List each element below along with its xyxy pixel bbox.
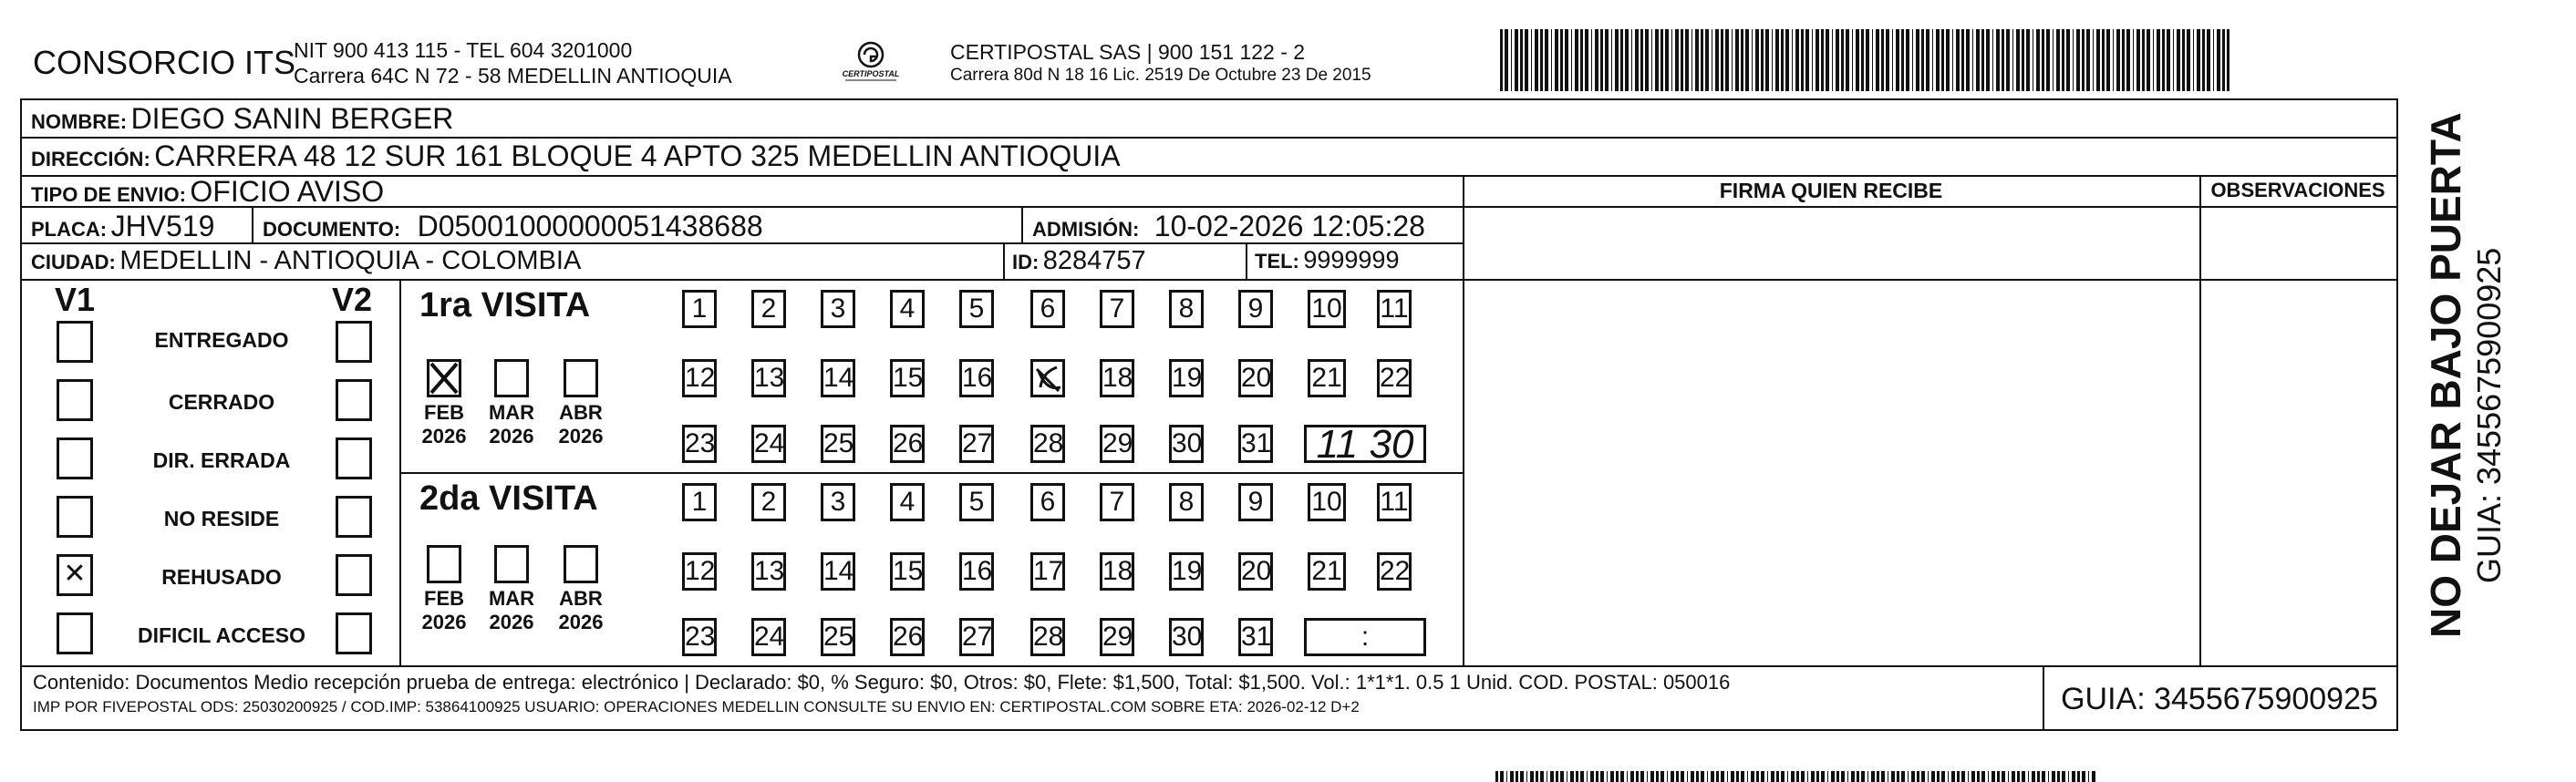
first-visit-day-19[interactable]: 19 — [1169, 359, 1204, 397]
first-visit-day-29[interactable]: 29 — [1100, 425, 1134, 463]
footer-imp: IMP POR FIVEPOSTAL ODS: 25030200925 / COD.IMP: 53864100925 USUARIO: OPERACIONES MEDELLIN CONSULTE SU ENVIO EN: CERTIPOSTAL.COM SOBRE ETA: 2026-02-12 D+2 — [33, 698, 1360, 715]
observaciones-header: OBSERVACIONES — [2210, 179, 2385, 201]
first-visit-month-label: ABR — [559, 401, 603, 424]
second-visit-year-label: 2026 — [558, 611, 604, 633]
first-visit-day-18[interactable]: 18 — [1100, 359, 1134, 397]
second-visit-day-11[interactable]: 11 — [1377, 483, 1412, 521]
second-visit-day-23[interactable]: 23 — [682, 618, 717, 656]
first-visit-day-20[interactable]: 20 — [1238, 359, 1273, 397]
status-label: NO RESIDE — [163, 507, 280, 530]
second-visit-day-13[interactable]: 13 — [751, 552, 786, 591]
second-visit-day-26[interactable]: 26 — [890, 618, 925, 656]
status-label: DIFICIL ACCESO — [137, 623, 305, 647]
v2-checkbox[interactable] — [336, 554, 372, 596]
v2-checkbox[interactable] — [336, 612, 372, 654]
company-nit: NIT 900 413 115 - TEL 604 3201000 — [294, 38, 633, 62]
first-visit-day-6[interactable]: 6 — [1030, 290, 1065, 328]
footer-contenido: Contenido: Documentos Medio recepción prueba de entrega: electrónico | Declarado: $0, % Seguro: $0, Otros: $0, Flete: $1,500, Total: $1,500. Vol.: 1*1*1. 0.5 1 Unid. COD. POSTAL: 050016 — [33, 671, 1731, 694]
first-visit-year-label: 2026 — [489, 425, 534, 448]
first-visit-title: 1ra VISITA — [419, 286, 591, 324]
admision-row — [1032, 210, 1425, 243]
first-visit-year-label: 2026 — [421, 425, 467, 448]
second-visit-day-7[interactable]: 7 — [1100, 483, 1134, 521]
second-visit-day-14[interactable]: 14 — [821, 552, 855, 591]
first-visit-month-checkbox-abr[interactable] — [564, 359, 598, 397]
second-visit-day-19[interactable]: 19 — [1169, 552, 1204, 591]
first-visit-day-26[interactable]: 26 — [890, 425, 925, 463]
second-visit-day-10[interactable]: 10 — [1308, 483, 1346, 521]
second-visit-day-31[interactable]: 31 — [1238, 618, 1273, 656]
first-visit-day-1[interactable]: 1 — [682, 290, 717, 328]
second-visit-day-30[interactable]: 30 — [1169, 618, 1204, 656]
placa-label: PLACA: — [31, 218, 108, 241]
second-visit-time-field[interactable]: : — [1304, 618, 1426, 656]
v2-header: V2 — [332, 281, 373, 318]
status-label: REHUSADO — [161, 565, 282, 589]
carrier-name: CERTIPOSTAL SAS | 900 151 122 - 2 — [950, 40, 1306, 64]
first-visit-day-4[interactable]: 4 — [890, 290, 925, 328]
second-visit-day-1[interactable]: 1 — [682, 483, 717, 521]
first-visit-day-10[interactable]: 10 — [1308, 290, 1346, 328]
second-visit-day-24[interactable]: 24 — [751, 618, 786, 656]
second-visit-day-15[interactable]: 15 — [890, 552, 925, 591]
second-visit-day-8[interactable]: 8 — [1169, 483, 1204, 521]
first-visit-month-label: FEB — [424, 401, 464, 424]
first-visit-time-field[interactable]: 11 30 — [1304, 425, 1426, 463]
first-visit-month-label: MAR — [488, 401, 535, 424]
barcode — [1500, 29, 2229, 91]
carrier-address: Carrera 80d N 18 16 Lic. 2519 De Octubre 23 De 2015 — [950, 66, 1371, 85]
logo-text: CERTIPOSTAL — [842, 69, 900, 78]
v2-checkbox[interactable] — [336, 437, 372, 479]
first-visit-day-11[interactable]: 11 — [1377, 290, 1412, 328]
first-visit-day-12[interactable]: 12 — [682, 359, 717, 397]
side-guia-text: GUIA: 3455675900925 — [2470, 247, 2508, 583]
first-visit-day-15[interactable]: 15 — [890, 359, 925, 397]
bottom-barcode-edge — [1495, 771, 2097, 782]
second-visit-day-22[interactable]: 22 — [1377, 552, 1412, 591]
side-main-text: NO DEJAR BAJO PUERTA — [2422, 112, 2469, 638]
nombre-value: DIEGO SANIN BERGER — [130, 102, 454, 135]
second-visit-day-20[interactable]: 20 — [1238, 552, 1273, 591]
documento-label: DOCUMENTO: — [263, 218, 401, 241]
documento-value: D05001000000051438688 — [417, 210, 763, 242]
first-visit-day-24[interactable]: 24 — [751, 425, 786, 463]
first-visit-day-30[interactable]: 30 — [1169, 425, 1204, 463]
firma-header: FIRMA QUIEN RECIBE — [1719, 179, 1943, 202]
first-visit-day-2[interactable]: 2 — [751, 290, 786, 328]
first-visit-day-5[interactable]: 5 — [959, 290, 994, 328]
v2-checkbox[interactable] — [336, 379, 372, 421]
v2-checkbox[interactable] — [336, 321, 372, 363]
status-label: ENTREGADO — [154, 328, 289, 352]
ciudad-label: CIUDAD: — [31, 251, 116, 273]
ciudad-value: MEDELLIN - ANTIOQUIA - COLOMBIA — [119, 246, 582, 275]
id-label: ID: — [1012, 251, 1040, 273]
second-visit-day-27[interactable]: 27 — [959, 618, 994, 656]
first-visit-day-16[interactable]: 16 — [959, 359, 994, 397]
tel-label: TEL: — [1255, 250, 1299, 273]
first-visit-day-13[interactable]: 13 — [751, 359, 786, 397]
v1-checkbox[interactable] — [57, 612, 93, 654]
id-row — [1012, 246, 1146, 276]
direccion-value: CARRERA 48 12 SUR 161 BLOQUE 4 APTO 325 MEDELLIN ANTIOQUIA — [154, 139, 1121, 172]
v2-checkbox[interactable] — [336, 496, 372, 538]
second-visit-month-label: ABR — [559, 587, 603, 610]
second-visit-day-21[interactable]: 21 — [1308, 552, 1346, 591]
second-visit-month-checkbox-mar[interactable] — [494, 545, 529, 583]
first-visit-month-checkbox-mar[interactable] — [494, 359, 529, 397]
direccion-row — [31, 139, 1121, 173]
first-visit-day-14[interactable]: 14 — [821, 359, 855, 397]
v1-checkbox[interactable] — [57, 321, 93, 363]
id-value: 8284757 — [1042, 246, 1146, 275]
status-label: DIR. ERRADA — [152, 448, 291, 472]
admision-label: ADMISIÓN: — [1032, 218, 1140, 241]
placa-row — [31, 210, 214, 243]
first-visit-day-3[interactable]: 3 — [821, 290, 855, 328]
v1-header: V1 — [55, 281, 96, 318]
second-visit-year-label: 2026 — [421, 611, 467, 633]
tipo-value: OFICIO AVISO — [190, 175, 385, 208]
first-visit-day-22[interactable]: 22 — [1377, 359, 1412, 397]
first-visit-day-28[interactable]: 28 — [1030, 425, 1065, 463]
first-visit-day-7[interactable]: 7 — [1100, 290, 1134, 328]
certipostal-logo — [834, 36, 907, 89]
second-visit-day-9[interactable]: 9 — [1238, 483, 1273, 521]
placa-value: JHV519 — [110, 210, 215, 242]
first-visit-day-27[interactable]: 27 — [959, 425, 994, 463]
second-visit-day-25[interactable]: 25 — [821, 618, 855, 656]
first-visit-day-21[interactable]: 21 — [1308, 359, 1346, 397]
nombre-label: NOMBRE: — [31, 110, 128, 133]
tel-value: 9999999 — [1303, 246, 1400, 273]
second-visit-day-4[interactable]: 4 — [890, 483, 925, 521]
first-visit-day-23[interactable]: 23 — [682, 425, 717, 463]
documento-row — [263, 210, 763, 243]
v1-checkbox[interactable] — [57, 496, 93, 538]
second-visit-day-16[interactable]: 16 — [959, 552, 994, 591]
company-name: CONSORCIO ITS — [33, 44, 296, 81]
first-visit-day-8[interactable]: 8 — [1169, 290, 1204, 328]
direccion-label: DIRECCIÓN: — [31, 148, 150, 170]
second-visit-day-6[interactable]: 6 — [1030, 483, 1065, 521]
second-visit-day-18[interactable]: 18 — [1100, 552, 1134, 591]
admision-value: 10-02-2026 12:05:28 — [1154, 210, 1425, 242]
second-visit-year-label: 2026 — [489, 611, 534, 633]
second-visit-day-3[interactable]: 3 — [821, 483, 855, 521]
first-visit-day-31[interactable]: 31 — [1238, 425, 1273, 463]
second-visit-title: 2da VISITA — [419, 479, 598, 518]
first-visit-year-label: 2026 — [558, 425, 604, 448]
second-visit-day-28[interactable]: 28 — [1030, 618, 1065, 656]
v1-checkbox[interactable]: ✕ — [57, 554, 93, 596]
second-visit-month-checkbox-abr[interactable] — [564, 545, 598, 583]
status-label: CERRADO — [168, 390, 275, 414]
first-visit-day-17[interactable] — [1030, 359, 1065, 397]
tipo-row — [31, 175, 384, 209]
second-visit-day-5[interactable]: 5 — [959, 483, 994, 521]
company-address: Carrera 64C N 72 - 58 MEDELLIN ANTIOQUIA — [294, 64, 732, 87]
v1-checkbox[interactable] — [57, 379, 93, 421]
second-visit-month-label: FEB — [424, 587, 464, 610]
first-visit-day-25[interactable]: 25 — [821, 425, 855, 463]
second-visit-day-29[interactable]: 29 — [1100, 618, 1134, 656]
footer-guia: GUIA: 3455675900925 — [2061, 682, 2378, 716]
second-visit-day-17[interactable]: 17 — [1030, 552, 1065, 591]
second-visit-month-label: MAR — [488, 587, 535, 610]
ciudad-row — [31, 246, 581, 276]
first-visit-day-9[interactable]: 9 — [1238, 290, 1273, 328]
v1-checkbox[interactable] — [57, 437, 93, 479]
tel-row — [1255, 246, 1399, 274]
second-visit-day-2[interactable]: 2 — [751, 483, 786, 521]
side-notice — [2421, 109, 2508, 638]
nombre-row — [31, 102, 453, 136]
tipo-label: TIPO DE ENVIO: — [31, 183, 186, 206]
first-visit-month-checkbox-feb[interactable] — [427, 359, 461, 397]
second-visit-day-12[interactable]: 12 — [682, 552, 717, 591]
second-visit-month-checkbox-feb[interactable] — [427, 545, 461, 583]
